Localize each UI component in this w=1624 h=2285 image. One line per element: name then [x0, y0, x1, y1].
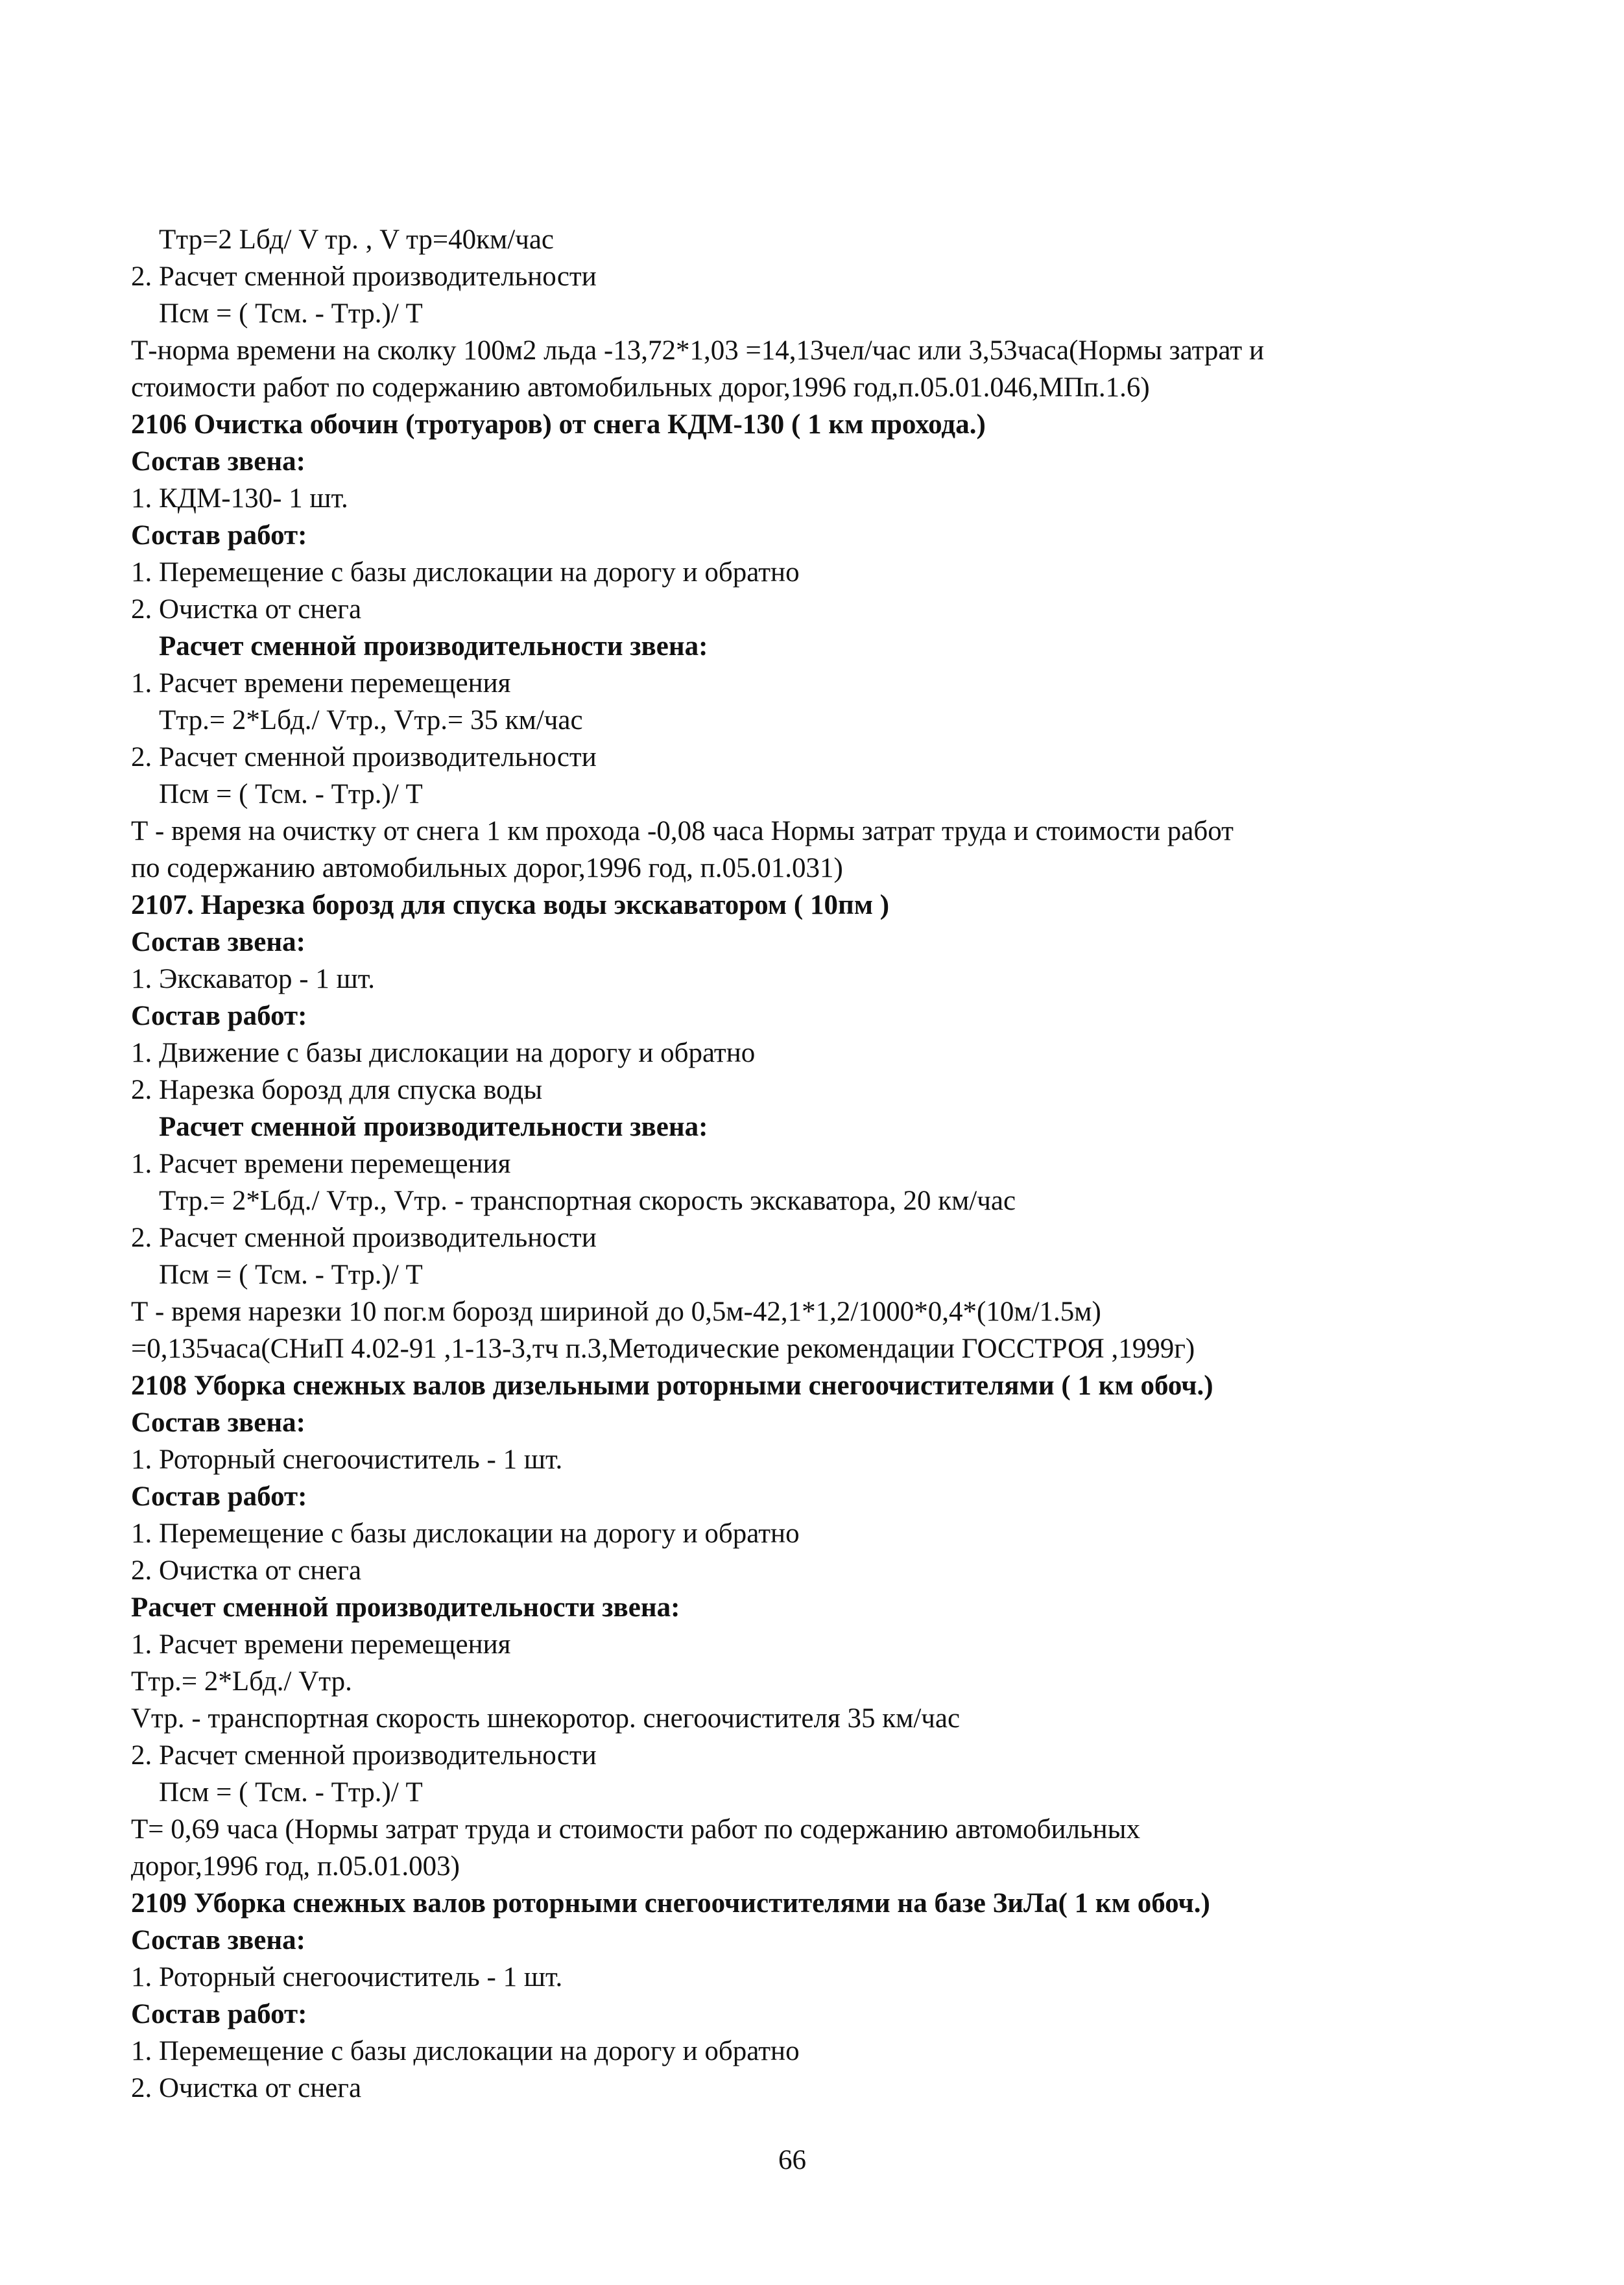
- subheading: Состав звена:: [131, 1925, 305, 1956]
- list-item: 1. Расчет времени перемещения: [131, 668, 511, 699]
- section-heading: 2107. Нарезка борозд для спуска воды экскаватором ( 10пм ): [131, 890, 890, 920]
- subheading: Состав работ:: [131, 1481, 307, 1512]
- list-item: 1. Расчет времени перемещения: [131, 1629, 511, 1660]
- list-item: 1. Роторный снегоочиститель - 1 шт.: [131, 1962, 563, 1992]
- list-item: 1. Перемещение с базы дислокации на дорогу и обратно: [131, 557, 800, 588]
- formula-line: Псм = ( Тсм. - Ттр.)/ Т: [159, 1777, 423, 1808]
- formula-line: Ттр.= 2*Lбд./ Vтр., Vтр. - транспортная скорость экскаватора, 20 км/час: [159, 1186, 1016, 1216]
- text-line: стоимости работ по содержанию автомобильных дорог,1996 год,п.05.01.046,МПп.1.6): [131, 372, 1150, 403]
- subheading: Расчет сменной производительности звена:: [131, 1592, 680, 1623]
- text-line: Т= 0,69 часа (Нормы затрат труда и стоимости работ по содержанию автомобильных: [131, 1814, 1141, 1845]
- formula-line: Псм = ( Тсм. - Ттр.)/ Т: [159, 298, 423, 329]
- list-item: 1. Перемещение с базы дислокации на дорогу и обратно: [131, 2036, 800, 2066]
- text-line: по содержанию автомобильных дорог,1996 год, п.05.01.031): [131, 853, 843, 883]
- formula-line: Псм = ( Тсм. - Ттр.)/ Т: [159, 779, 423, 809]
- list-item: 2. Расчет сменной производительности: [131, 261, 597, 292]
- text-line: дорог,1996 год, п.05.01.003): [131, 1851, 460, 1882]
- subheading: Состав звена:: [131, 1407, 305, 1438]
- list-item: 2. Расчет сменной производительности: [131, 1223, 597, 1253]
- subheading: Состав работ:: [131, 520, 307, 551]
- subheading: Состав звена:: [131, 446, 305, 477]
- page-number: 66: [778, 2145, 806, 2175]
- subheading: Состав работ:: [131, 1999, 307, 2029]
- text-line: Т-норма времени на сколку 100м2 льда -13,72*1,03 =14,13чел/час или 3,53часа(Нормы затрат и: [131, 335, 1264, 366]
- list-item: 1. Экскаватор - 1 шт.: [131, 964, 376, 994]
- subheading: Состав работ:: [131, 1001, 307, 1031]
- list-item: 2. Расчет сменной производительности: [131, 742, 597, 772]
- list-item: 2. Нарезка борозд для спуска воды: [131, 1075, 543, 1105]
- text-line: Vтр. - транспортная скорость шнекоротор. снегоочистителя 35 км/час: [131, 1703, 961, 1734]
- subheading: Состав звена:: [131, 927, 305, 957]
- text-line: =0,135часа(СНиП 4.02-91 ,1-13-3,тч п.3,Методические рекомендации ГОССТРОЯ ,1999г): [131, 1334, 1195, 1364]
- formula-line: Ттр.= 2*Lбд./ Vтр.: [131, 1666, 352, 1697]
- subheading: Расчет сменной производительности звена:: [159, 631, 708, 662]
- section-heading: 2109 Уборка снежных валов роторными снегоочистителями на базе ЗиЛа( 1 км обоч.): [131, 1888, 1210, 1919]
- formula-line: Псм = ( Тсм. - Ттр.)/ Т: [159, 1260, 423, 1290]
- list-item: 1. Роторный снегоочиститель - 1 шт.: [131, 1444, 563, 1475]
- text-line: Т - время на очистку от снега 1 км прохода -0,08 часа Нормы затрат труда и стоимости работ: [131, 816, 1234, 846]
- formula-line: Ттр=2 Lбд/ V тр. , V тр=40км/час: [159, 224, 555, 255]
- section-heading: 2106 Очистка обочин (тротуаров) от снега КДМ-130 ( 1 км прохода.): [131, 409, 986, 440]
- list-item: 2. Очистка от снега: [131, 2073, 362, 2103]
- formula-line: Ттр.= 2*Lбд./ Vтр., Vтр.= 35 км/час: [159, 705, 583, 736]
- list-item: 2. Очистка от снега: [131, 594, 362, 625]
- list-item: 2. Очистка от снега: [131, 1555, 362, 1586]
- list-item: 1. Перемещение с базы дислокации на дорогу и обратно: [131, 1518, 800, 1549]
- list-item: 1. КДМ-130- 1 шт.: [131, 483, 348, 514]
- list-item: 1. Движение с базы дислокации на дорогу и обратно: [131, 1038, 756, 1068]
- list-item: 2. Расчет сменной производительности: [131, 1740, 597, 1771]
- list-item: 1. Расчет времени перемещения: [131, 1149, 511, 1179]
- subheading: Расчет сменной производительности звена:: [159, 1112, 708, 1142]
- text-line: Т - время нарезки 10 пог.м борозд шириной до 0,5м-42,1*1,2/1000*0,4*(10м/1.5м): [131, 1297, 1101, 1327]
- section-heading: 2108 Уборка снежных валов дизельными роторными снегоочистителями ( 1 км обоч.): [131, 1370, 1213, 1401]
